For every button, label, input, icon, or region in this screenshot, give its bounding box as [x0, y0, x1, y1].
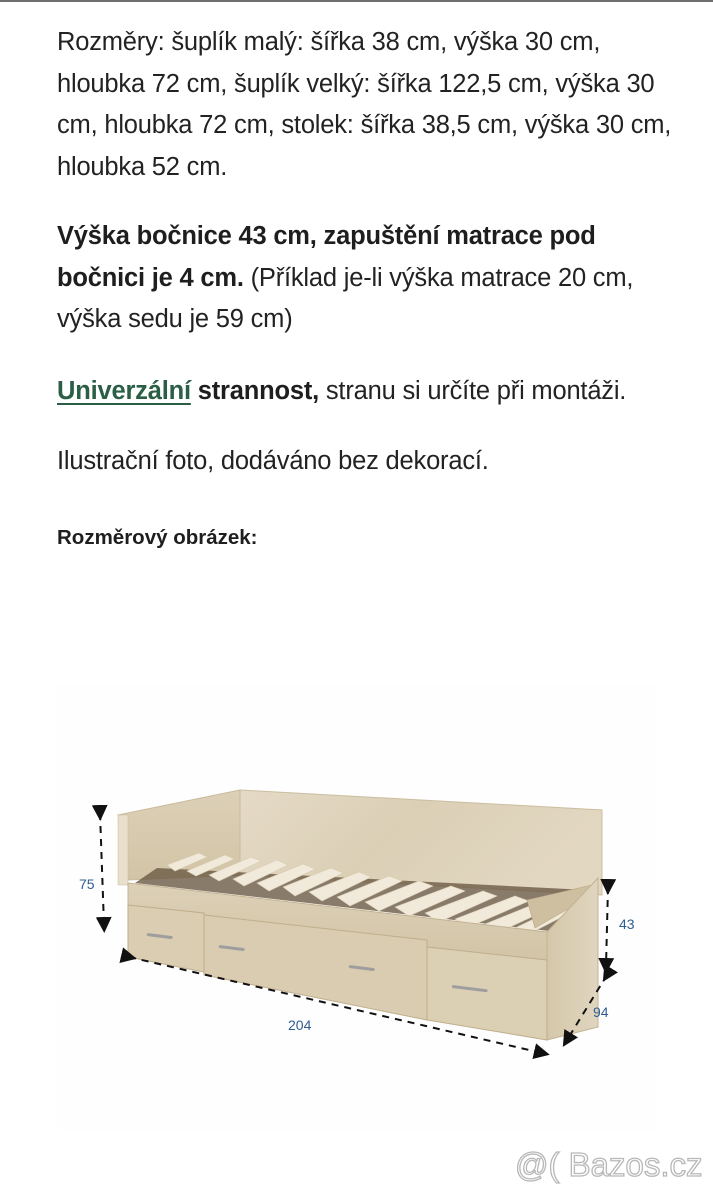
side-height-paragraph: [57, 216, 677, 341]
bed-illustration: [57, 685, 657, 1130]
small-drawer-left: [128, 905, 204, 972]
listing-description: [57, 22, 677, 553]
universal-side-paragraph: [57, 371, 677, 413]
side-height-note: (Příklad je-li výška matrace 20 cm, výška sedu je 59 cm): [57, 263, 634, 333]
dim-side-height: 43: [619, 916, 635, 932]
dimension-image: [57, 685, 657, 1130]
universal-bold: strannost,: [190, 376, 319, 405]
universal-link[interactable]: Univerzální: [57, 376, 191, 405]
bazos-watermark: @( Bazos.cz: [515, 1146, 703, 1183]
dim-height-total: 75: [79, 876, 95, 892]
dimensions-paragraph: Rozměry: šuplík malý: šířka 38 cm, výška 30 cm, hloubka 72 cm, šuplík velký: šířka 122,5 cm, výška 30 cm, hloubka 72 cm, stolek: šířka 38,5 cm, výška 30 cm, hloubka 52 cm.: [57, 28, 672, 181]
figure-caption: Rozměrový obrázek:: [57, 525, 258, 549]
universal-rest: stranu si určíte při montáži.: [319, 376, 627, 405]
illustration-note: Ilustrační foto, dodáváno bez dekorací.: [57, 447, 489, 475]
small-drawer-right: [427, 947, 547, 1040]
dim-length: 204: [288, 1017, 312, 1033]
top-divider: [0, 0, 713, 2]
side-height-bold: Výška bočnice 43 cm, zapuštění matrace pod bočnici je 4 cm.: [57, 222, 596, 292]
dim-depth: 94: [593, 1004, 609, 1020]
